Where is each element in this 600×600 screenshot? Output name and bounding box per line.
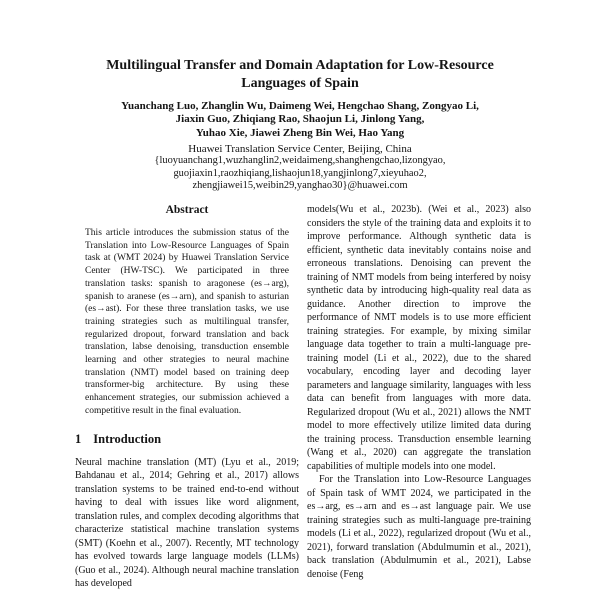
section-title: Introduction: [93, 431, 162, 446]
paper-title: Multilingual Transfer and Domain Adaptation for Low-Resource Languages of Spain: [106, 58, 494, 91]
author-block: [35, 100, 565, 140]
email-line: zhengjiawei15,weibin29,yanghao30}@huawei.com: [192, 179, 408, 191]
left-column: [75, 203, 299, 600]
author-line: Yuhao Xie, Jiawei Zheng Bin Wei, Hao Yang: [195, 126, 405, 139]
author-line: Jiaxin Guo, Zhiqiang Rao, Shaojun Li, Jinlong Yang,: [175, 113, 425, 126]
abstract-text: This article introduces the submission status of the Translation into Low-Resource Languages of Spain task at (WMT 2024) by Huawei Translation Service Center (HW-TSC). We participated in three translation tasks: spanish to aragonese (es→arg), spanish to aranese (es→arn), and spanish to asturian (es→ast). For these three translation tasks, we use training strategies such as multilingual transfer, regularized dropout, forward translation and back translation, labse denoising, transduction ensemble learning and other strategies to neural machine translation (NMT) model based on training deep transformer-big architecture. By using these enhancement strategies, our submission achieved a competitive result in the final evaluation.: [85, 228, 289, 416]
email-line: guojiaxin1,raozhiqiang,lishaojun18,yangjinlong7,xieyuhao2,: [173, 167, 427, 179]
section-number: 1: [75, 431, 82, 446]
right-column-paragraph-2: For the Translation into Low-Resource Languages of Spain task of WMT 2024, we participated in the es→arg, es→arn and es→ast language pair. We use training strategies such as multi-language pre-training models (Li et al., 2022), regularized dropout (Wu et al., 2021), forward translation (Abdulmumin et al., 2021), back translation (Abdulmumin et al., 2021), Labse denoise (Feng: [307, 474, 531, 580]
email-line: {luoyuanchang1,wuzhanglin2,weidaimeng,shanghengchao,lizongyao,: [154, 155, 446, 167]
section-heading-introduction: [75, 432, 299, 446]
right-column-paragraph-1: models(Wu et al., 2023b). (Wei et al., 2023) also considers the style of the training data and exploits it to improve performance. Although synthetic data is efficient, synthetic data inevitably contains noise and erroneous translations. Denoising can prevent the training of NMT models from being interfered by noisy synthetic data by introducing high-quality real data as guidance. Another direction to improve the performance of NMT models is to use more efficient training strategies. For example, by mixing similar language data together to train a multi-language pre-training model (Li et al., 2022), due to the shared vocabulary, encoding layer and decoding layer parameters and language similarity, languages with less data can benefit from languages with more data. Regularized dropout (Wu et al., 2021) allows the NMT model to more effectively utilize limited data during the training process. Transduction ensemble learning (Wang et al., 2020) can aggregate the translation capabilities of multiple models into one model.: [307, 204, 531, 472]
right-column: [307, 203, 531, 600]
author-line: Yuanchang Luo, Zhanglin Wu, Daimeng Wei, Hengchao Shang, Zongyao Li,: [121, 100, 479, 112]
abstract-heading: Abstract: [165, 204, 209, 216]
affiliation: Huawei Translation Service Center, Beijing, China: [188, 142, 412, 155]
email-block: [35, 155, 565, 192]
introduction-paragraph: Neural machine translation (MT) (Lyu et al., 2019; Bahdanau et al., 2014; Gehring et al., 2017) allows translation systems to be trained end-to-end without having to deal with issues like word alignment, translation rules, and complex decoding algorithms that characterize statistical machine translation systems (SMT) (Koehn et al., 2007). Recently, MT technology has evolved towards large language models (LLMs) (Guo et al., 2024). Although neural machine translation has developed: [75, 456, 299, 590]
paper-header: [35, 57, 565, 192]
